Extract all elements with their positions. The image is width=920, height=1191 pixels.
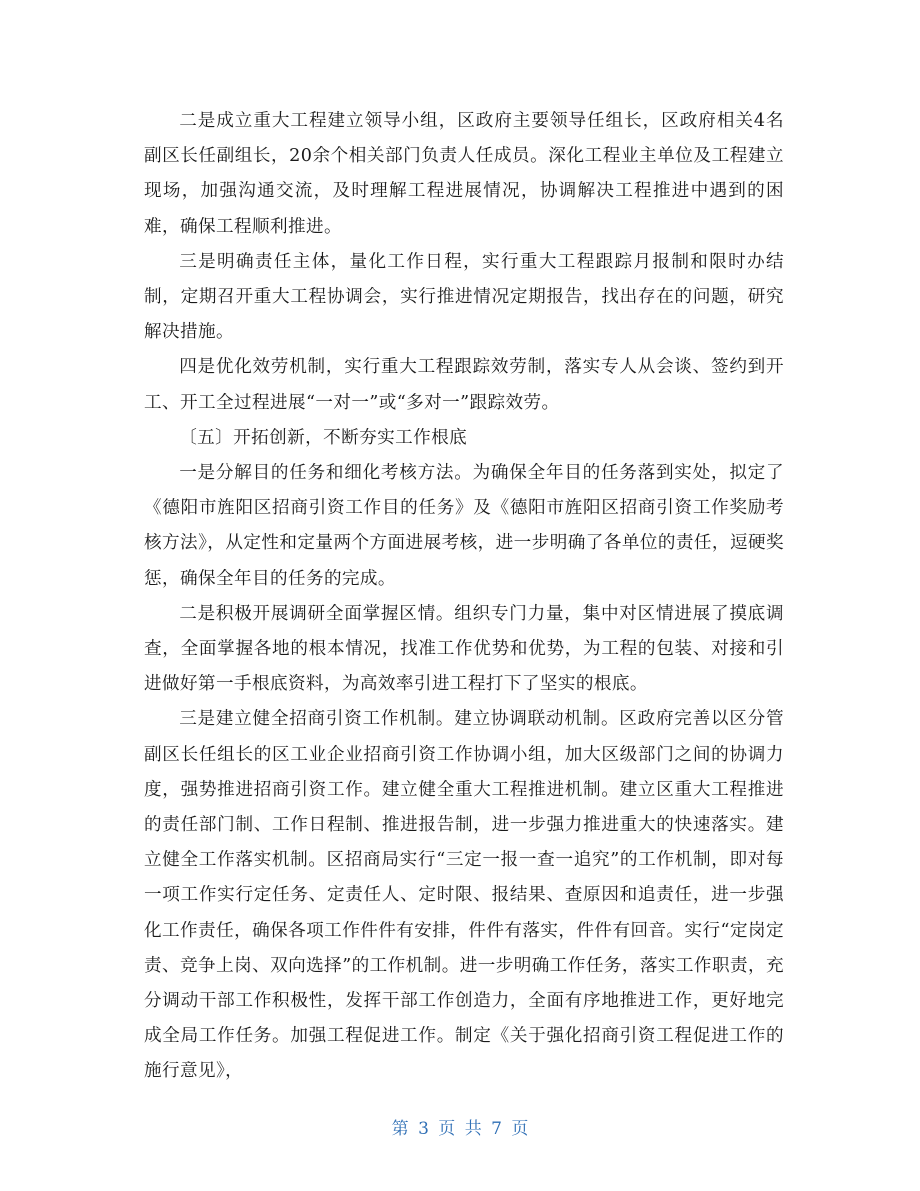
section-heading: 〔五〕开拓创新，不断夯实工作根底 — [179, 427, 468, 448]
paragraph: 四是优化效劳机制，实行重大工程跟踪效劳制，落实专人从会谈、签约到开工、开工全过程进展“一对一”或“多对一”跟踪效劳。 — [144, 357, 784, 413]
document-body — [144, 104, 784, 1090]
paragraph: 三是明确责任主体，量化工作日程，实行重大工程跟踪月报制和限时办结制，定期召开重大工程协调会，实行推进情况定期报告，找出存在的问题，研究解决措施。 — [144, 251, 784, 343]
paragraph: 一是分解目的任务和细化考核方法。为确保全年目的任务落到实处，拟定了《德阳市旌阳区招商引资工作目的任务》及《德阳市旌阳区招商引资工作奖励考核方法》，从定性和定量两个方面进展考核，进一步明确了各单位的责任，逗硬奖惩，确保全年目的任务的完成。 — [144, 463, 784, 589]
paragraph: 二是成立重大工程建立领导小组，区政府主要领导任组长，区政府相关4名副区长任副组长，20余个相关部门负责人任成员。深化工程业主单位及工程建立现场，加强沟通交流，及时理解工程进展情况，协调解决工程推进中遇到的困难，确保工程顺利推进。 — [144, 111, 784, 237]
page-number-footer: 第 3 页 共 7 页 — [391, 1119, 529, 1139]
paragraph: 二是积极开展调研全面掌握区情。组织专门力量，集中对区情进展了摸底调查，全面掌握各地的根本情况，找准工作优势和优势，为工程的包装、对接和引进做好第一手根底资料，为高效率引进工程打下了坚实的根底。 — [144, 603, 784, 695]
paragraph: 三是建立健全招商引资工作机制。建立协调联动机制。区政府完善以区分管副区长任组长的区工业企业招商引资工作协调小组，加大区级部门之间的协调力度，强势推进招商引资工作。建立健全重大工程推进机制。建立区重大工程推进的责任部门制、工作日程制、推进报告制，进一步强力推进重大的快速落实。建立健全工作落实机制。区招商局实行“三定一报一查一追究”的工作机制，即对每一项工作实行定任务、定责任人、定时限、报结果、查原因和追责任，进一步强化工作责任，确保各项工作件件有安排，件件有落实，件件有回音。实行“定岗定责、竞争上岗、双向选择”的工作机制。进一步明确工作任务，落实工作职责，充分调动干部工作积极性，发挥干部工作创造力，全面有序地推进工作，更好地完成全局工作任务。加强工程促进工作。制定《关于强化招商引资工程促进工作的施行意见》， — [144, 709, 784, 1082]
